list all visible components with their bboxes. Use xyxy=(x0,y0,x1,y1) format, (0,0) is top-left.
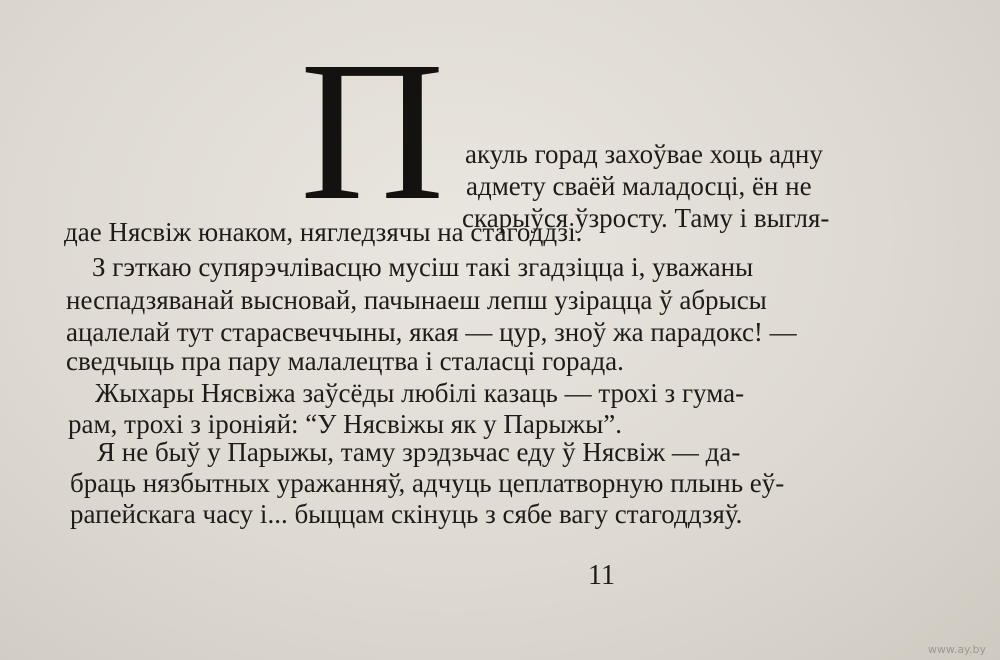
text-line: сведчыць пра пару малалецтва і сталасці горада. xyxy=(66,346,624,376)
text-line: рам, трохі з іроніяй: “У Нясвіжы як у Парыжы”. xyxy=(68,409,623,439)
site-watermark: www.ay.by xyxy=(927,643,986,656)
text-line: Я не быў у Парыжы, таму зрэдзьчас еду ў Нясвіж — да- xyxy=(97,437,741,467)
text-line: З гэткаю супярэчлівасцю мусіш такі згадзіцца і, уважаны xyxy=(92,252,754,282)
text-line: Жыхары Нясвіжа заўсёды любілі казаць — трохі з гума- xyxy=(95,378,745,408)
drop-cap: П xyxy=(300,21,445,242)
text-line: браць нязбытных уражанняў, адчуць цеплатворную плынь еў- xyxy=(70,468,785,498)
text-line: акуль горад захоўвае хоць адну xyxy=(465,139,823,169)
text-line: скарыўся ўзросту. Таму і выгля- xyxy=(462,203,830,233)
page-number: 11 xyxy=(588,560,615,591)
text-line: адмету сваёй маладосці, ён не xyxy=(466,171,812,201)
text-line: неспадзяванай высновай, пачынаеш лепш узірацца ў абрысы xyxy=(66,285,767,315)
text-line: рапейскага часу і... быццам скінуць з сябе вагу стагоддзяў. xyxy=(70,499,743,529)
text-line: дае Нясвіж юнаком, нягледзячы на стагоддзі. xyxy=(64,217,583,247)
text-line: ацалелай тут старасвеччыны, якая — цур, зноў жа парадокс! — xyxy=(66,317,797,347)
